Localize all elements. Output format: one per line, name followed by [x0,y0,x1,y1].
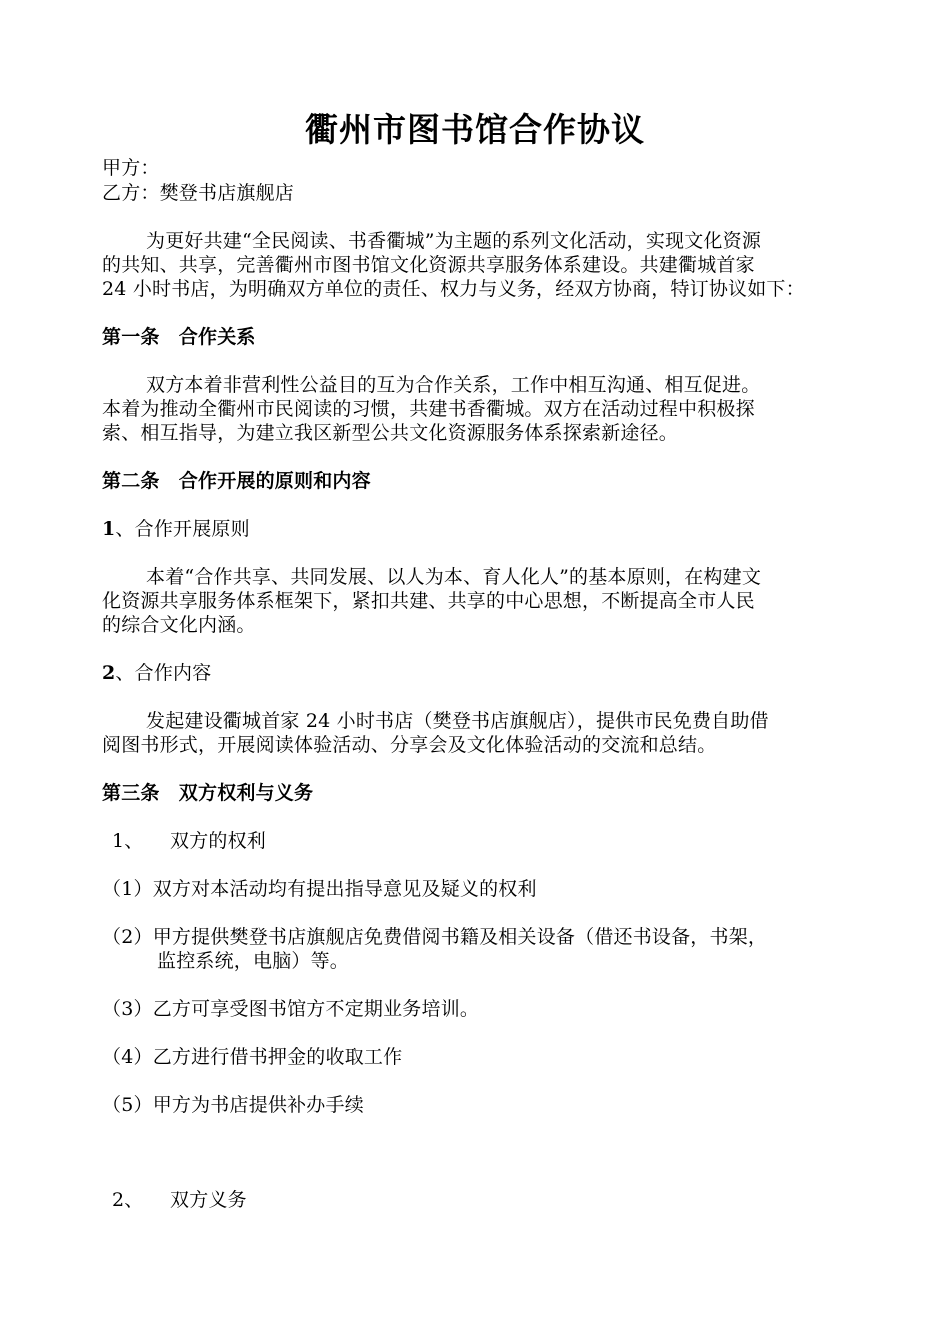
intro-line-2: 的共知、共享，完善衢州市图书馆文化资源共享服务体系建设。共建衢城首家 [102,254,755,276]
article-2-sub-1 [102,517,250,541]
intro-line-3: 24 小时书店，为明确双方单位的责任、权力与义务，经双方协商，特订协议如下： [102,278,805,300]
right-item-2-cont: 监控系统，电脑）等。 [157,950,350,972]
sub-1-number: 1 [102,518,116,540]
party-a: 甲方： [102,157,160,179]
content-line-1: 发起建设衢城首家 24 小时书店（樊登书店旗舰店），提供市民免费自助借 [146,710,769,732]
right-item-5: （5）甲方为书店提供补办手续 [102,1094,364,1116]
right-item-4: （4）乙方进行借书押金的收取工作 [102,1046,403,1068]
article-1-line-1: 双方本着非营利性公益目的互为合作关系，工作中相互沟通、相互促进。 [146,374,761,396]
rights-title: 双方的权利 [170,830,267,852]
article-2-sub-2 [102,661,211,685]
principle-line-2: 化资源共享服务体系框架下，紧扣共建、共享的中心思想，不断提高全市人民 [102,590,755,612]
article-2-heading: 第二条 合作开展的原则和内容 [102,470,371,492]
right-item-2: （2）甲方提供樊登书店旗舰店免费借阅书籍及相关设备（借还书设备，书架， [102,926,768,948]
principle-line-3: 的综合文化内涵。 [102,614,256,636]
document-title: 衢州市图书馆合作协议 [305,110,645,149]
rights-number: 1、 [112,830,144,852]
article-1-line-3: 索、相互指导，为建立我区新型公共文化资源服务体系探索新途径。 [102,422,679,444]
intro-line-1: 为更好共建“全民阅读、书香衢城”为主题的系列文化活动，实现文化资源 [146,230,762,252]
duties-title: 双方义务 [170,1189,247,1211]
article-1-line-2: 本着为推动全衢州市民阅读的习惯，共建书香衢城。双方在活动过程中积极探 [102,398,755,420]
duties-number: 2、 [112,1189,144,1211]
sub-2-title: 、合作内容 [115,662,212,684]
party-b: 乙方：樊登书店旗舰店 [102,182,295,204]
principle-line-1: 本着“合作共享、共同发展、以人为本、育人化人”的基本原则，在构建文 [146,566,762,588]
article-1-heading: 第一条 合作关系 [102,326,256,348]
content-line-2: 阅图书形式，开展阅读体验活动、分享会及文化体验活动的交流和总结。 [102,734,717,756]
right-item-3: （3）乙方可享受图书馆方不定期业务培训。 [102,998,480,1020]
sub-2-number: 2 [102,662,116,684]
right-item-1: （1）双方对本活动均有提出指导意见及疑义的权利 [102,878,537,900]
sub-1-title: 、合作开展原则 [115,518,250,540]
article-3-heading: 第三条 双方权利与义务 [102,782,314,804]
